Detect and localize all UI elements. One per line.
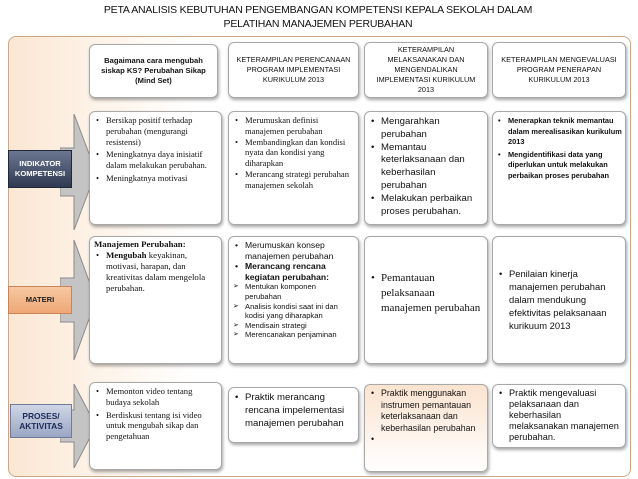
row-label-materi: MATERI — [8, 286, 72, 314]
list-item: • Praktik merancang rencana impelementasi manajemen perubahan — [233, 391, 354, 430]
column-header-perencanaan: KETERAMPILAN PERENCANAAN PROGRAM IMPLEMENTASI KURIKULUM 2013 — [228, 42, 359, 98]
cell-indikator-pelaksanaan — [364, 111, 488, 225]
list-item: • Penilaian kinerja manajemen perubahan dalam mendukung efektivitas pelaksanaan kurikuum 2013 — [497, 267, 621, 332]
column-header-pelaksanaan: KETERAMPILAN MELAKSANAKAN DAN MENGENDALIKAN IMPLEMENTASI KURIKULUM 2013 — [364, 42, 488, 98]
list-item: • Praktik menggunakan instrumen pemantauan keterlaksanaan dan keberhasilan perubahan — [369, 388, 483, 434]
cell-indikator-perencanaan — [228, 111, 359, 225]
list-item: • Pemantauan pelaksanaan manajemen perubahan — [369, 271, 483, 316]
cell-materi-evaluasi — [492, 236, 626, 364]
materi-heading: Manajemen Perubahan: — [94, 239, 186, 249]
list-item: • Menerapkan teknik memantau dalam merealisasikan kurikulum 2013 — [496, 116, 622, 148]
column-header-evaluasi: KETERAMPILAN MENGEVALUASI PROGRAM PENERAPAN KURIKULUM 2013 — [492, 42, 626, 98]
list-item: • Meningkatnya motivasi — [94, 173, 217, 184]
cell-proses-evaluasi — [492, 384, 626, 448]
list-item: • Mengarahkan perubahan — [369, 116, 483, 142]
column-header-sikap: Bagaimana cara mengubah siskap KS? Perubahan Sikap (Mind Set) — [89, 44, 218, 98]
list-item: • Mengidentifikasi data yang diperlukan untuk melakukan perbaikan proses perubahan — [496, 150, 622, 182]
sub-list-item: ➢ Mentukan komponen perubahan — [233, 282, 354, 301]
cell-materi-pelaksanaan — [364, 236, 488, 364]
list-item: • Memantau keterlaksanaan dan keberhasilan perubahan — [369, 142, 483, 193]
cell-proses-perencanaan — [228, 387, 359, 443]
list-item: • Merumuskan definisi manajemen perubahan — [233, 115, 354, 137]
list-item — [94, 250, 217, 294]
page-title: PETA ANALISIS KEBUTUHAN PENGEMBANGAN KOMPETENSI KEPALA SEKOLAH DALAM PELATIHAN MANAJEMEN PERUBAHAN — [103, 4, 533, 30]
list-item: • Praktik mengevaluasi pelaksanaan dan keberhasilan melaksanakan manajemen perubahan. — [497, 388, 621, 443]
sub-list-item: ➢ Analisis kondisi saat ini dan kodisi yang diharapkan — [233, 302, 354, 321]
list-item: • Membandingkan dan kondisi nyata dan kondisi yang diharapkan — [233, 137, 354, 169]
cell-indikator-evaluasi — [492, 111, 626, 225]
list-item: • Merumuskan konsep manajemen perubahan — [233, 240, 354, 261]
list-item: • Melakukan perbaikan proses perubahan. — [369, 193, 483, 219]
row-label-indikator: INDIKATOR KOMPETENSI — [8, 150, 72, 188]
list-item: • Merancang rencana kegiatan perubahan: — [233, 261, 354, 282]
cell-materi-perencanaan — [228, 236, 359, 364]
cell-materi-sikap — [89, 236, 222, 364]
list-item: • Berdiskusi tentang isi video untuk mengubah sikap dan pengetahuan — [94, 410, 217, 442]
list-item: • Bersikap positif terhadap perubahan (mengurangi resistensi) — [94, 115, 217, 147]
row-label-proses: PROSES/ AKTIVITAS — [10, 404, 72, 438]
cell-indikator-sikap — [89, 111, 222, 225]
cell-proses-pelaksanaan — [364, 384, 488, 472]
materi-rest-text: keyakinan, motivasi, harapan, dan kreativitas dalam mengelola perubahan. — [106, 250, 206, 293]
sub-list-item: ➢ Mendisain strategi — [233, 321, 354, 331]
list-item: • Memonton video tentang budaya sekolah — [94, 386, 217, 408]
list-item: • Merancang strategi perubahan manajemen sekolah — [233, 169, 354, 191]
sub-list-item: ➢ Merencanakan penjaminan — [233, 330, 354, 340]
materi-bold-text: Mengubah — [106, 250, 147, 260]
list-item: • Meningkatnya daya inisiatif dalam melakukan perubahan. — [94, 149, 217, 171]
cell-proses-sikap — [89, 382, 222, 470]
